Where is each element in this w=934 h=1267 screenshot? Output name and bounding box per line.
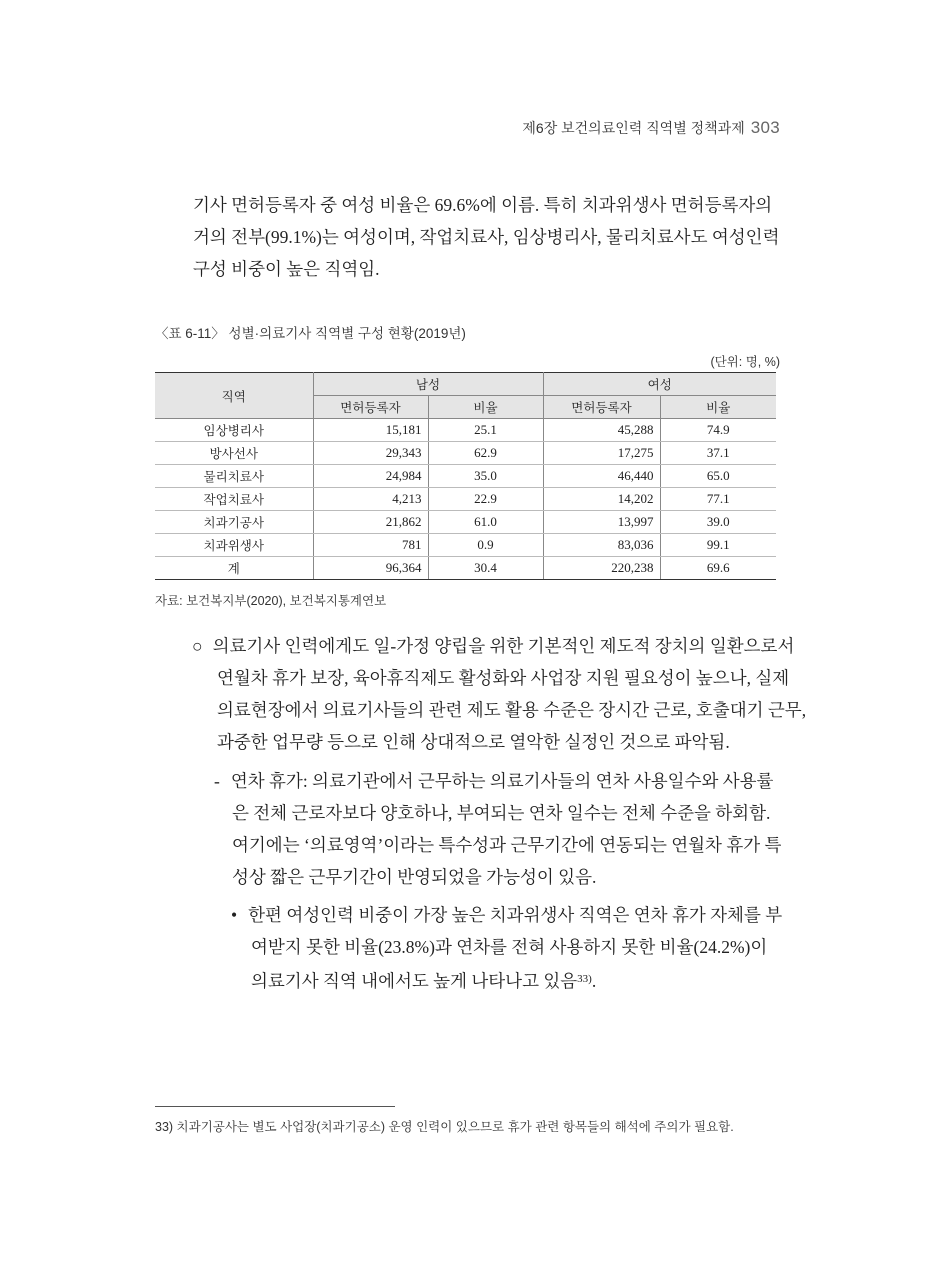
header-female-ratio: 비율 (660, 396, 776, 419)
cell-female-ratio: 99.1 (660, 534, 776, 557)
dash-line: 성상 짧은 근무기간이 반영되었을 가능성이 있음. (232, 867, 597, 887)
cell-male-registered: 96,364 (313, 557, 428, 580)
cell-male-registered: 781 (313, 534, 428, 557)
dash-line: 은 전체 근로자보다 양호하나, 부여되는 연차 일수는 전체 수준을 하회함. (232, 803, 771, 823)
cell-male-registered: 15,181 (313, 419, 428, 442)
dot-text: 의료기사 직역 내에서도 높게 나타나고 있음 (251, 971, 578, 991)
cell-female-ratio: 39.0 (660, 511, 776, 534)
circle-bullet-icon: ○ (192, 636, 203, 656)
table-row (155, 534, 776, 557)
bullet-line: 연월차 휴가 보장, 육아휴직제도 활성화와 사업장 지원 필요성이 높으나, 실제 (217, 668, 790, 688)
cell-male-ratio: 0.9 (428, 534, 543, 557)
dot-bullet-icon: • (231, 905, 238, 925)
table-total-row (155, 557, 776, 580)
running-header (522, 118, 780, 138)
table-caption: 〈표 6-11〉 성별·의료기사 직역별 구성 현황(2019년) (155, 326, 466, 341)
cell-female-registered: 83,036 (543, 534, 660, 557)
cell-female-registered: 220,238 (543, 557, 660, 580)
cell-male-registered: 29,343 (313, 442, 428, 465)
paragraph-line: 구성 비중이 높은 직역임. (193, 259, 380, 279)
cell-female-registered: 13,997 (543, 511, 660, 534)
cell-female-registered: 14,202 (543, 488, 660, 511)
intro-paragraph (193, 189, 783, 285)
cell-occupation: 물리치료사 (155, 465, 313, 488)
paragraph-line: 거의 전부(99.1%)는 여성이며, 작업치료사, 임상병리사, 물리치료사도 여성인력 (193, 227, 780, 247)
header-male: 남성 (313, 373, 543, 396)
cell-female-registered: 45,288 (543, 419, 660, 442)
cell-female-ratio: 65.0 (660, 465, 776, 488)
dot-line: 여받지 못한 비율(23.8%)과 연차를 전혀 사용하지 못한 비율(24.2%)이 (251, 937, 768, 957)
page-number: 303 (750, 118, 780, 137)
bullet-line: 의료현장에서 의료기사들의 관련 제도 활용 수준은 장시간 근로, 호출대기 근무, (217, 700, 807, 720)
paragraph-line: 기사 면허등록자 중 여성 비율은 69.6%에 이름. 특히 치과위생사 면허등록자의 (193, 195, 773, 215)
table-header-row (155, 373, 776, 396)
cell-occupation: 치과기공사 (155, 511, 313, 534)
bullet-line (192, 630, 794, 662)
footnote-text: 33) 치과기공사는 별도 사업장(치과기공소) 운영 인력이 있으므로 휴가 관련 항목들의 해석에 주의가 필요함. (155, 1120, 734, 1134)
cell-female-ratio: 77.1 (660, 488, 776, 511)
footnote-reference[interactable]: 33) (577, 973, 592, 985)
cell-male-ratio: 62.9 (428, 442, 543, 465)
dash-text: 연차 휴가: 의료기관에서 근무하는 의료기사들의 연차 사용일수와 사용률 (230, 771, 774, 791)
cell-male-ratio: 61.0 (428, 511, 543, 534)
chapter-title: 제6장 보건의료인력 직역별 정책과제 (522, 120, 745, 136)
header-male-ratio: 비율 (428, 396, 543, 419)
table-row (155, 419, 776, 442)
dash-line: 여기에는 ‘의료영역’이라는 특수성과 근무기간에 연동되는 연월차 휴가 특 (232, 835, 782, 855)
header-male-registered: 면허등록자 (313, 396, 428, 419)
cell-male-registered: 24,984 (313, 465, 428, 488)
cell-male-registered: 21,862 (313, 511, 428, 534)
header-female-registered: 면허등록자 (543, 396, 660, 419)
bullet-line: 과중한 업무량 등으로 인해 상대적으로 열악한 실정인 것으로 파악됨. (217, 732, 730, 752)
cell-male-registered: 4,213 (313, 488, 428, 511)
cell-female-registered: 46,440 (543, 465, 660, 488)
dot-line (251, 963, 596, 997)
cell-female-ratio: 74.9 (660, 419, 776, 442)
table-row (155, 488, 776, 511)
cell-male-ratio: 30.4 (428, 557, 543, 580)
occupation-gender-table (155, 372, 776, 580)
dash-bullet-icon: - (214, 771, 220, 791)
bullet-text: 의료기사 인력에게도 일-가정 양립을 위한 기본적인 제도적 장치의 일환으로서 (212, 636, 795, 656)
dot-line (231, 899, 782, 931)
end-punctuation: . (591, 971, 597, 991)
cell-male-ratio: 25.1 (428, 419, 543, 442)
cell-occupation: 작업치료사 (155, 488, 313, 511)
cell-male-ratio: 35.0 (428, 465, 543, 488)
cell-male-ratio: 22.9 (428, 488, 543, 511)
footnote-divider (155, 1106, 395, 1107)
cell-occupation: 임상병리사 (155, 419, 313, 442)
dash-line (214, 765, 773, 797)
cell-occupation: 치과위생사 (155, 534, 313, 557)
header-female: 여성 (543, 373, 776, 396)
cell-female-ratio: 69.6 (660, 557, 776, 580)
header-occupation: 직역 (155, 373, 313, 419)
cell-female-ratio: 37.1 (660, 442, 776, 465)
cell-female-registered: 17,275 (543, 442, 660, 465)
table-source: 자료: 보건복지부(2020), 보건복지통계연보 (155, 594, 387, 608)
cell-occupation: 방사선사 (155, 442, 313, 465)
table-unit: (단위: 명, %) (710, 355, 780, 369)
cell-occupation: 계 (155, 557, 313, 580)
table-row (155, 511, 776, 534)
table-row (155, 442, 776, 465)
dot-text: 한편 여성인력 비중이 가장 높은 치과위생사 직역은 연차 휴가 자체를 부 (248, 905, 783, 925)
table-row (155, 465, 776, 488)
